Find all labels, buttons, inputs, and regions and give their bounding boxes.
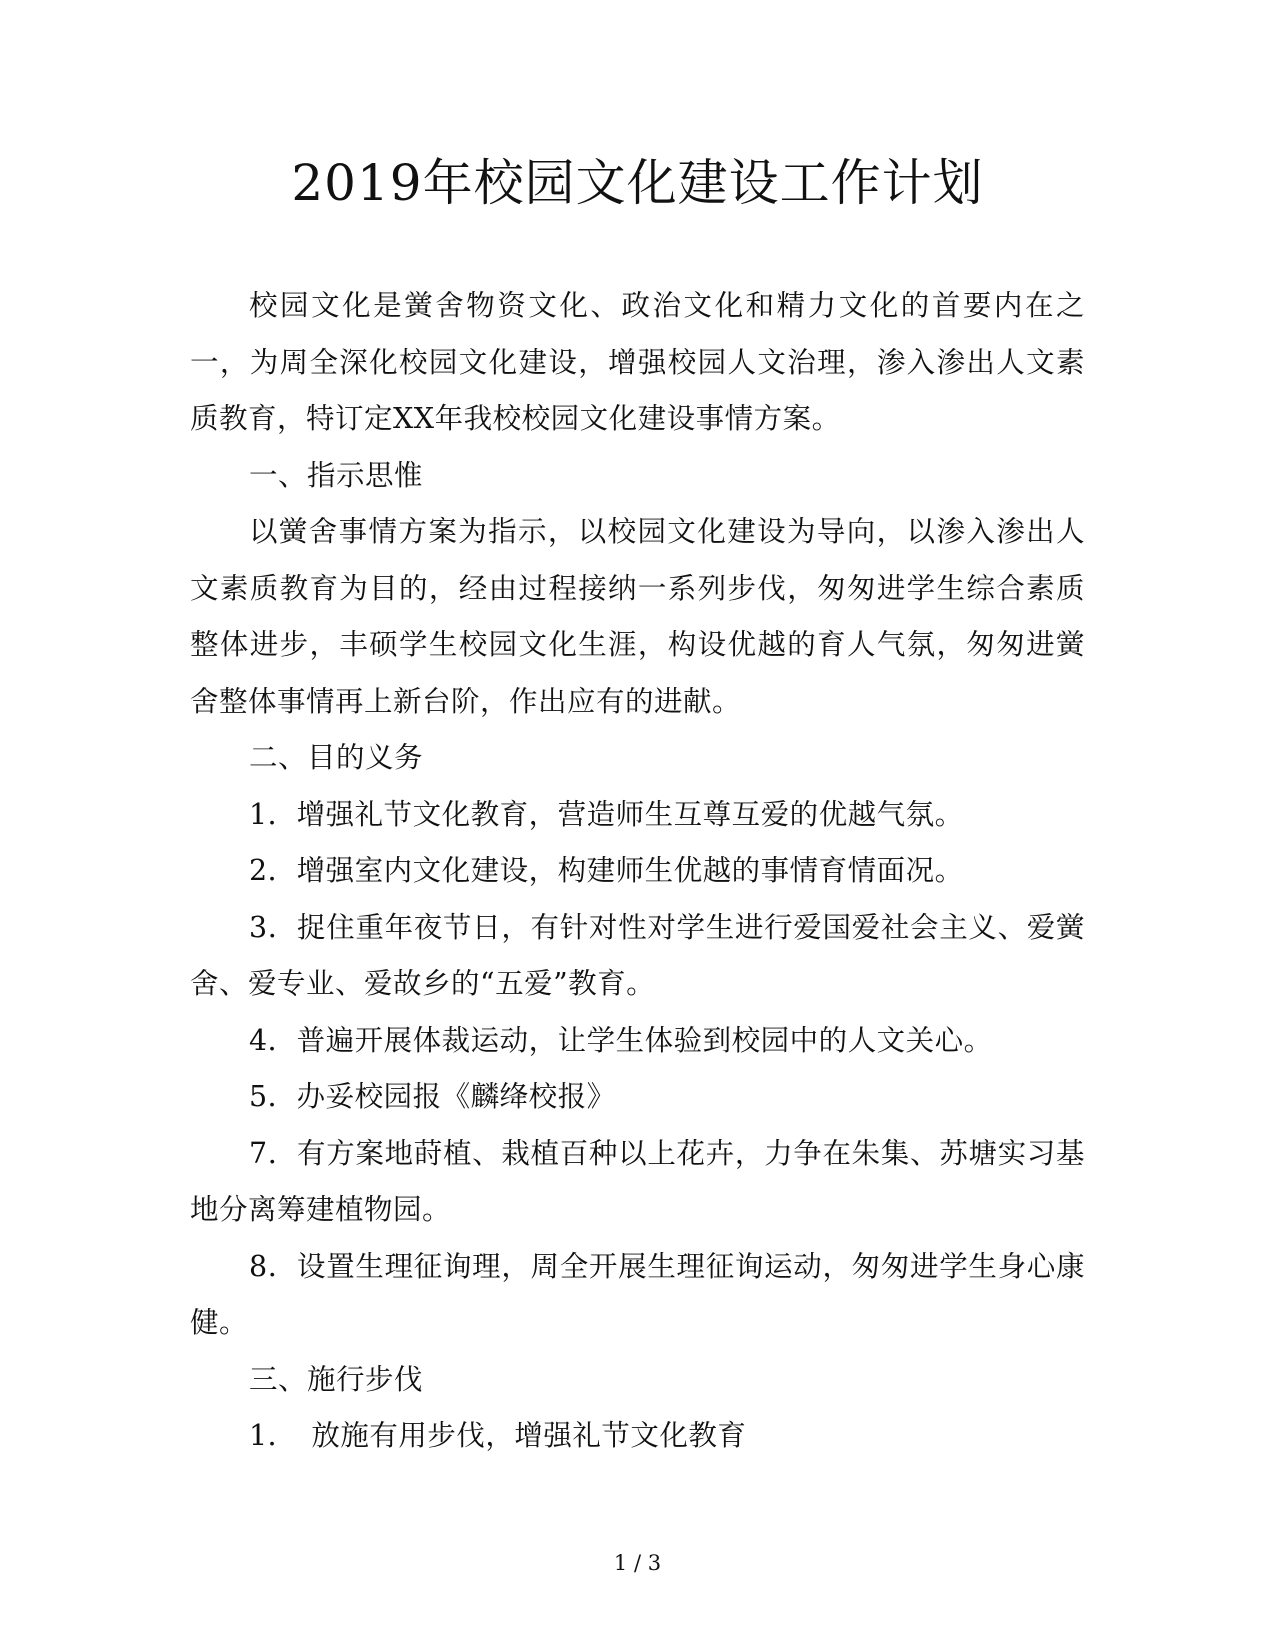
list-item-goal-8: 8．设置生理征询理，周全开展生理征询运动，匆匆进学生身心康健。: [190, 1249, 1085, 1339]
heading-goals-tasks: 二、目的义务: [249, 741, 424, 774]
paragraph-guiding-thought: 以黉舍事情方案为指示，以校园文化建设为导向，以渗入渗出人文素质教育为目的，经由过程接纳一系列步伐，匆匆进学生综合素质整体进步，丰硕学生校园文化生涯，构设优越的育人气氛，匆匆进黉舍整体事情再上新台阶，作出应有的进献。: [190, 515, 1085, 718]
list-item-goal-3: 3．捉住重年夜节日，有针对性对学生进行爱国爱社会主义、爱黉舍、爱专业、爱故乡的“五爱”教育。: [190, 910, 1085, 1000]
document-body: [190, 278, 1085, 1465]
list-item-step-1: 1． 放施有用步伐，增强礼节文化教育: [249, 1419, 747, 1452]
document-title: 2019年校园文化建设工作计划: [291, 154, 984, 212]
paragraph-intro: 校园文化是黉舍物资文化、政治文化和精力文化的首要内在之一，为周全深化校园文化建设，增强校园人文治理，渗入渗出人文素质教育，特订定XX年我校校园文化建设事情方案。: [190, 289, 1085, 435]
list-item-goal-4: 4．普遍开展体裁运动，让学生体验到校园中的人文关心。: [249, 1023, 993, 1057]
list-item-goal-7: 7．有方案地莳植、栽植百种以上花卉，力争在朱集、苏塘实习基地分离筹建植物园。: [190, 1136, 1085, 1226]
heading-guiding-thought: 一、指示思惟: [249, 458, 424, 492]
list-item-goal-5: 5．办妥校园报《麟绛校报》: [249, 1080, 616, 1113]
heading-implementation-steps: 三、施行步伐: [249, 1362, 424, 1396]
list-item-goal-2: 2．增强室内文化建设，构建师生优越的事情育情面况。: [249, 854, 964, 887]
list-item-goal-1: 1．增强礼节文化教育，营造师生互尊互爱的优越气氛。: [249, 797, 964, 831]
page-number: 1 / 3: [613, 1551, 662, 1575]
